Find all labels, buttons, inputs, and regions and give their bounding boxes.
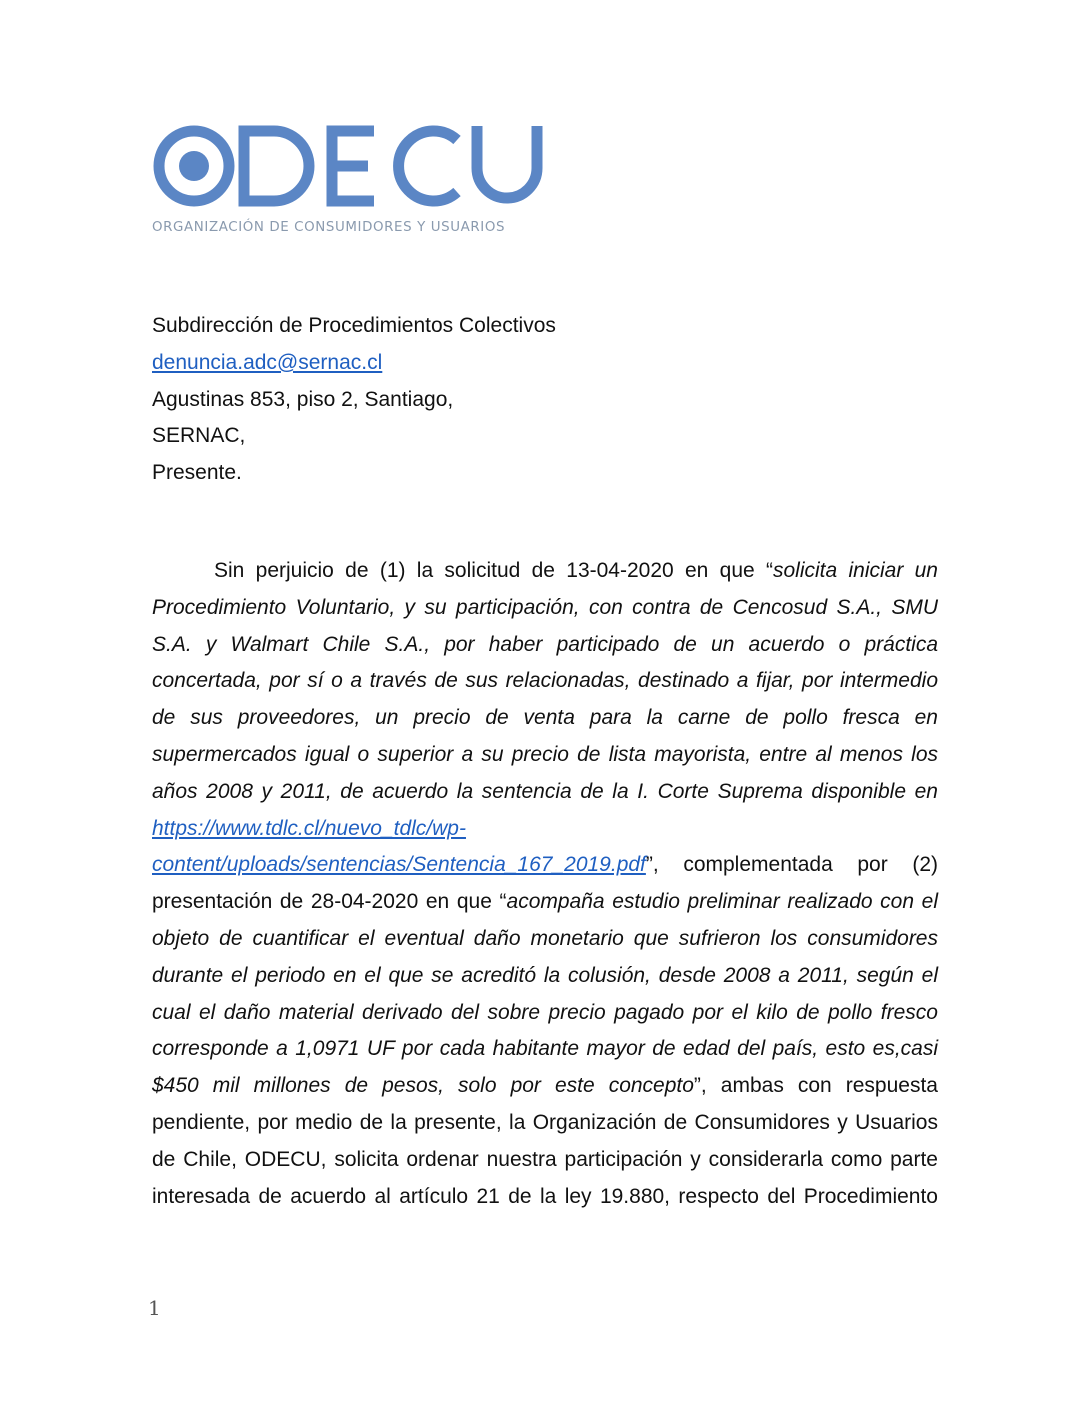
body-line	[152, 847, 938, 884]
body-line	[152, 1031, 938, 1068]
odecu-wordmark	[152, 122, 552, 212]
recipient-agency: SERNAC,	[152, 424, 246, 448]
quoted-text: cual el daño material derivado del sobre precio pagado por el kilo de pollo fresco	[152, 1000, 938, 1024]
quoted-text: solicita iniciar un	[772, 559, 938, 582]
body-text-segment: ”, ambas con respuesta	[693, 1074, 938, 1098]
body-line	[152, 1105, 938, 1142]
body-line	[152, 811, 938, 848]
quoted-text: S.A. y Walmart Chile S.A., por haber participado de un acuerdo o práctica	[152, 632, 938, 656]
body-line	[152, 774, 938, 811]
body-line	[152, 1179, 938, 1216]
body-line	[152, 627, 938, 664]
body-text-segment: pendiente, por medio de la presente, la Organización de Consumidores y Usuarios	[152, 1110, 938, 1134]
letter-body	[152, 553, 938, 1215]
body-line	[152, 1068, 938, 1105]
body-text-segment: ”, complementada por (2)	[645, 853, 938, 877]
quoted-text: Procedimiento Voluntario, y su participación, con contra de Cencosud S.A., SMU	[152, 595, 938, 619]
quoted-text: durante el periodo en el que se acreditó la colusión, desde 2008 a 2011, según el	[152, 963, 938, 987]
recipient-department: Subdirección de Procedimientos Colectivos	[152, 314, 556, 337]
logo-tagline: ORGANIZACIÓN DE CONSUMIDORES Y USUARIOS	[152, 220, 506, 235]
body-line	[152, 958, 938, 995]
quoted-text: acompaña estudio preliminar realizado con el	[506, 890, 939, 914]
body-line	[152, 553, 938, 590]
body-line	[152, 884, 938, 921]
body-line	[152, 1142, 938, 1179]
recipient-street: Agustinas 853, piso 2, Santiago,	[152, 387, 454, 411]
body-text-segment: interesada de acuerdo al artículo 21 de la ley 19.880, respecto del Procedimiento	[152, 1184, 938, 1208]
body-text-segment: presentación de 28-04-2020 en que “	[152, 890, 507, 914]
quoted-text: objeto de cuantificar el eventual daño monetario que sufrieron los consumidores	[152, 926, 938, 950]
body-line	[152, 700, 938, 737]
logo-wordmark-text: ODECU	[152, 122, 156, 123]
quoted-text: $450 mil millones de pesos, solo por este concepto	[152, 1074, 694, 1098]
body-line	[152, 995, 938, 1032]
recipient-address	[152, 308, 556, 492]
quoted-text: corresponde a 1,0971 UF por cada habitante mayor de edad del país, esto es,casi	[152, 1037, 938, 1061]
page-number: 1	[148, 1296, 161, 1320]
quoted-text: concertada, por sí o a través de sus relacionadas, destinado a fijar, por intermedio	[152, 669, 938, 693]
odecu-logo	[152, 122, 552, 242]
body-line	[152, 663, 938, 700]
body-text-segment: Sin perjuicio de (1) la solicitud de 13-04-2020 en que “	[214, 559, 773, 582]
quoted-text: de sus proveedores, un precio de venta para la carne de pollo fresca en	[152, 706, 938, 730]
body-text-segment: de Chile, ODECU, solicita ordenar nuestra participación y considerarla como parte	[152, 1147, 938, 1171]
quoted-text: supermercados igual o superior a su precio de lista mayorista, entre al menos los	[152, 742, 938, 766]
recipient-email-link[interactable]: denuncia.adc@sernac.cl	[152, 350, 383, 374]
body-line	[152, 737, 938, 774]
recipient-greeting: Presente.	[152, 461, 242, 485]
quoted-text: años 2008 y 2011, de acuerdo la sentencia de la I. Corte Suprema disponible en	[152, 779, 938, 803]
body-line	[152, 590, 938, 627]
body-line	[152, 921, 938, 958]
sentencia-url-link[interactable]: https://www.tdlc.cl/nuevo_tdlc/wp-	[152, 816, 466, 840]
sentencia-url-link-continued[interactable]: content/uploads/sentencias/Sentencia_167_2019.pdf	[152, 853, 646, 877]
